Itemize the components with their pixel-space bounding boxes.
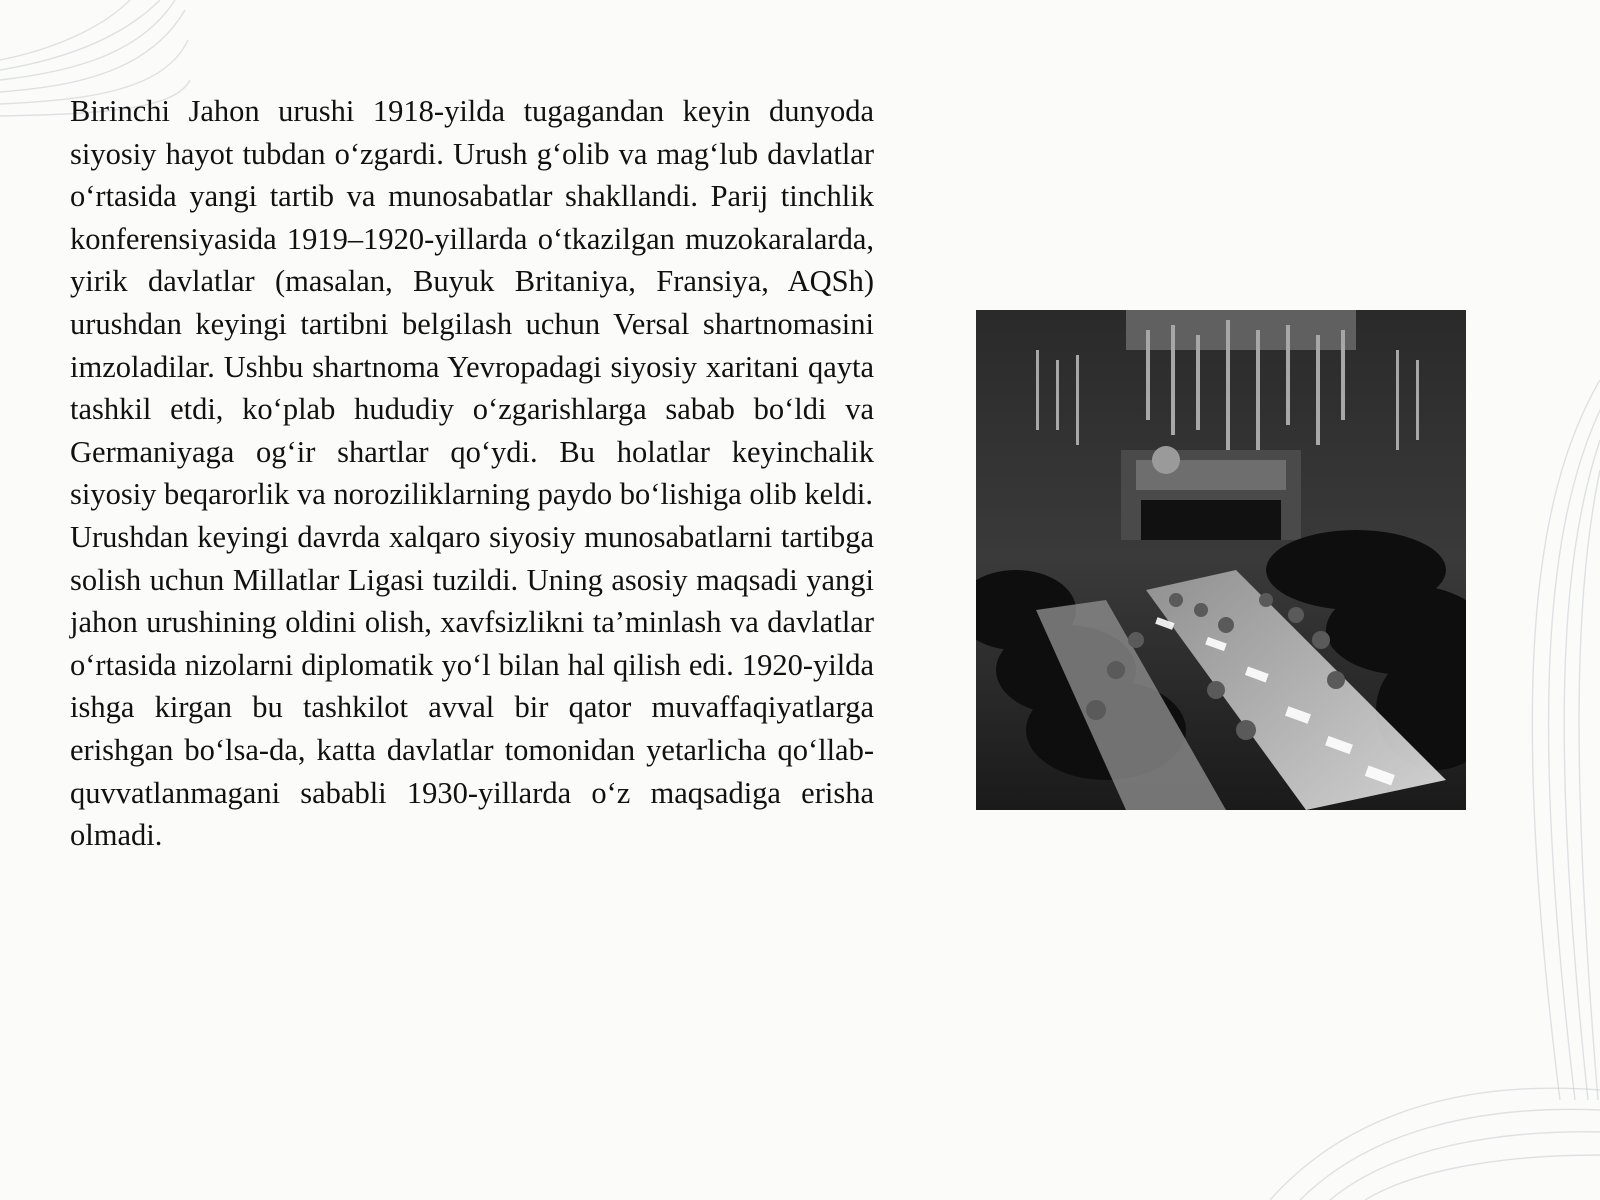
conference-hall-photo <box>976 310 1466 810</box>
paragraph-2: Urushdan keyingi davrda xalqaro siyosiy munosabatlarni tartibga solish uchun Millatlar Ligasi tuzildi. Uning asosiy maqsadi yangi jahon urushining oldini olish, xavfsizlikni ta’minlash va davlatlar o‘rtasida nizolarni diplomatik yo‘l bilan hal qilish edi. 1920-yilda ishga kirgan bu tashkilot avval bir qator muvaffaqiyatlarga erishgan bo‘lsa-da, katta davlatlar tomonidan yetarlicha qo‘llab-quvvatlanmagani sababli 1930-yillarda o‘z maqsadiga erisha olmadi. <box>70 519 874 853</box>
decorative-lines-right <box>1490 380 1600 1100</box>
decorative-lines-bottom-right <box>1270 1050 1600 1200</box>
article-text <box>70 90 874 857</box>
paragraph-1: Birinchi Jahon urushi 1918-yilda tugagandan keyin dunyoda siyosiy hayot tubdan o‘zgardi. Urush g‘olib va mag‘lub davlatlar o‘rtasida yangi tartib va munosabatlar shakllandi. Parij tinchlik konferensiyasida 1919–1920-yillarda o‘tkazilgan muzokaralarda, yirik davlatlar (masalan, Buyuk Britaniya, Fransiya, AQSh) urushdan keyingi tartibni belgilash uchun Versal shartnomasini imzoladilar. Ushbu shartnoma Yevropadagi siyosiy xaritani qayta tashkil etdi, ko‘plab hududiy o‘zgarishlarga sabab bo‘ldi va Germaniyaga og‘ir shartlar qo‘ydi. Bu holatlar keyinchalik siyosiy beqarorlik va noroziliklarning paydo bo‘lishiga olib keldi. <box>70 94 874 512</box>
